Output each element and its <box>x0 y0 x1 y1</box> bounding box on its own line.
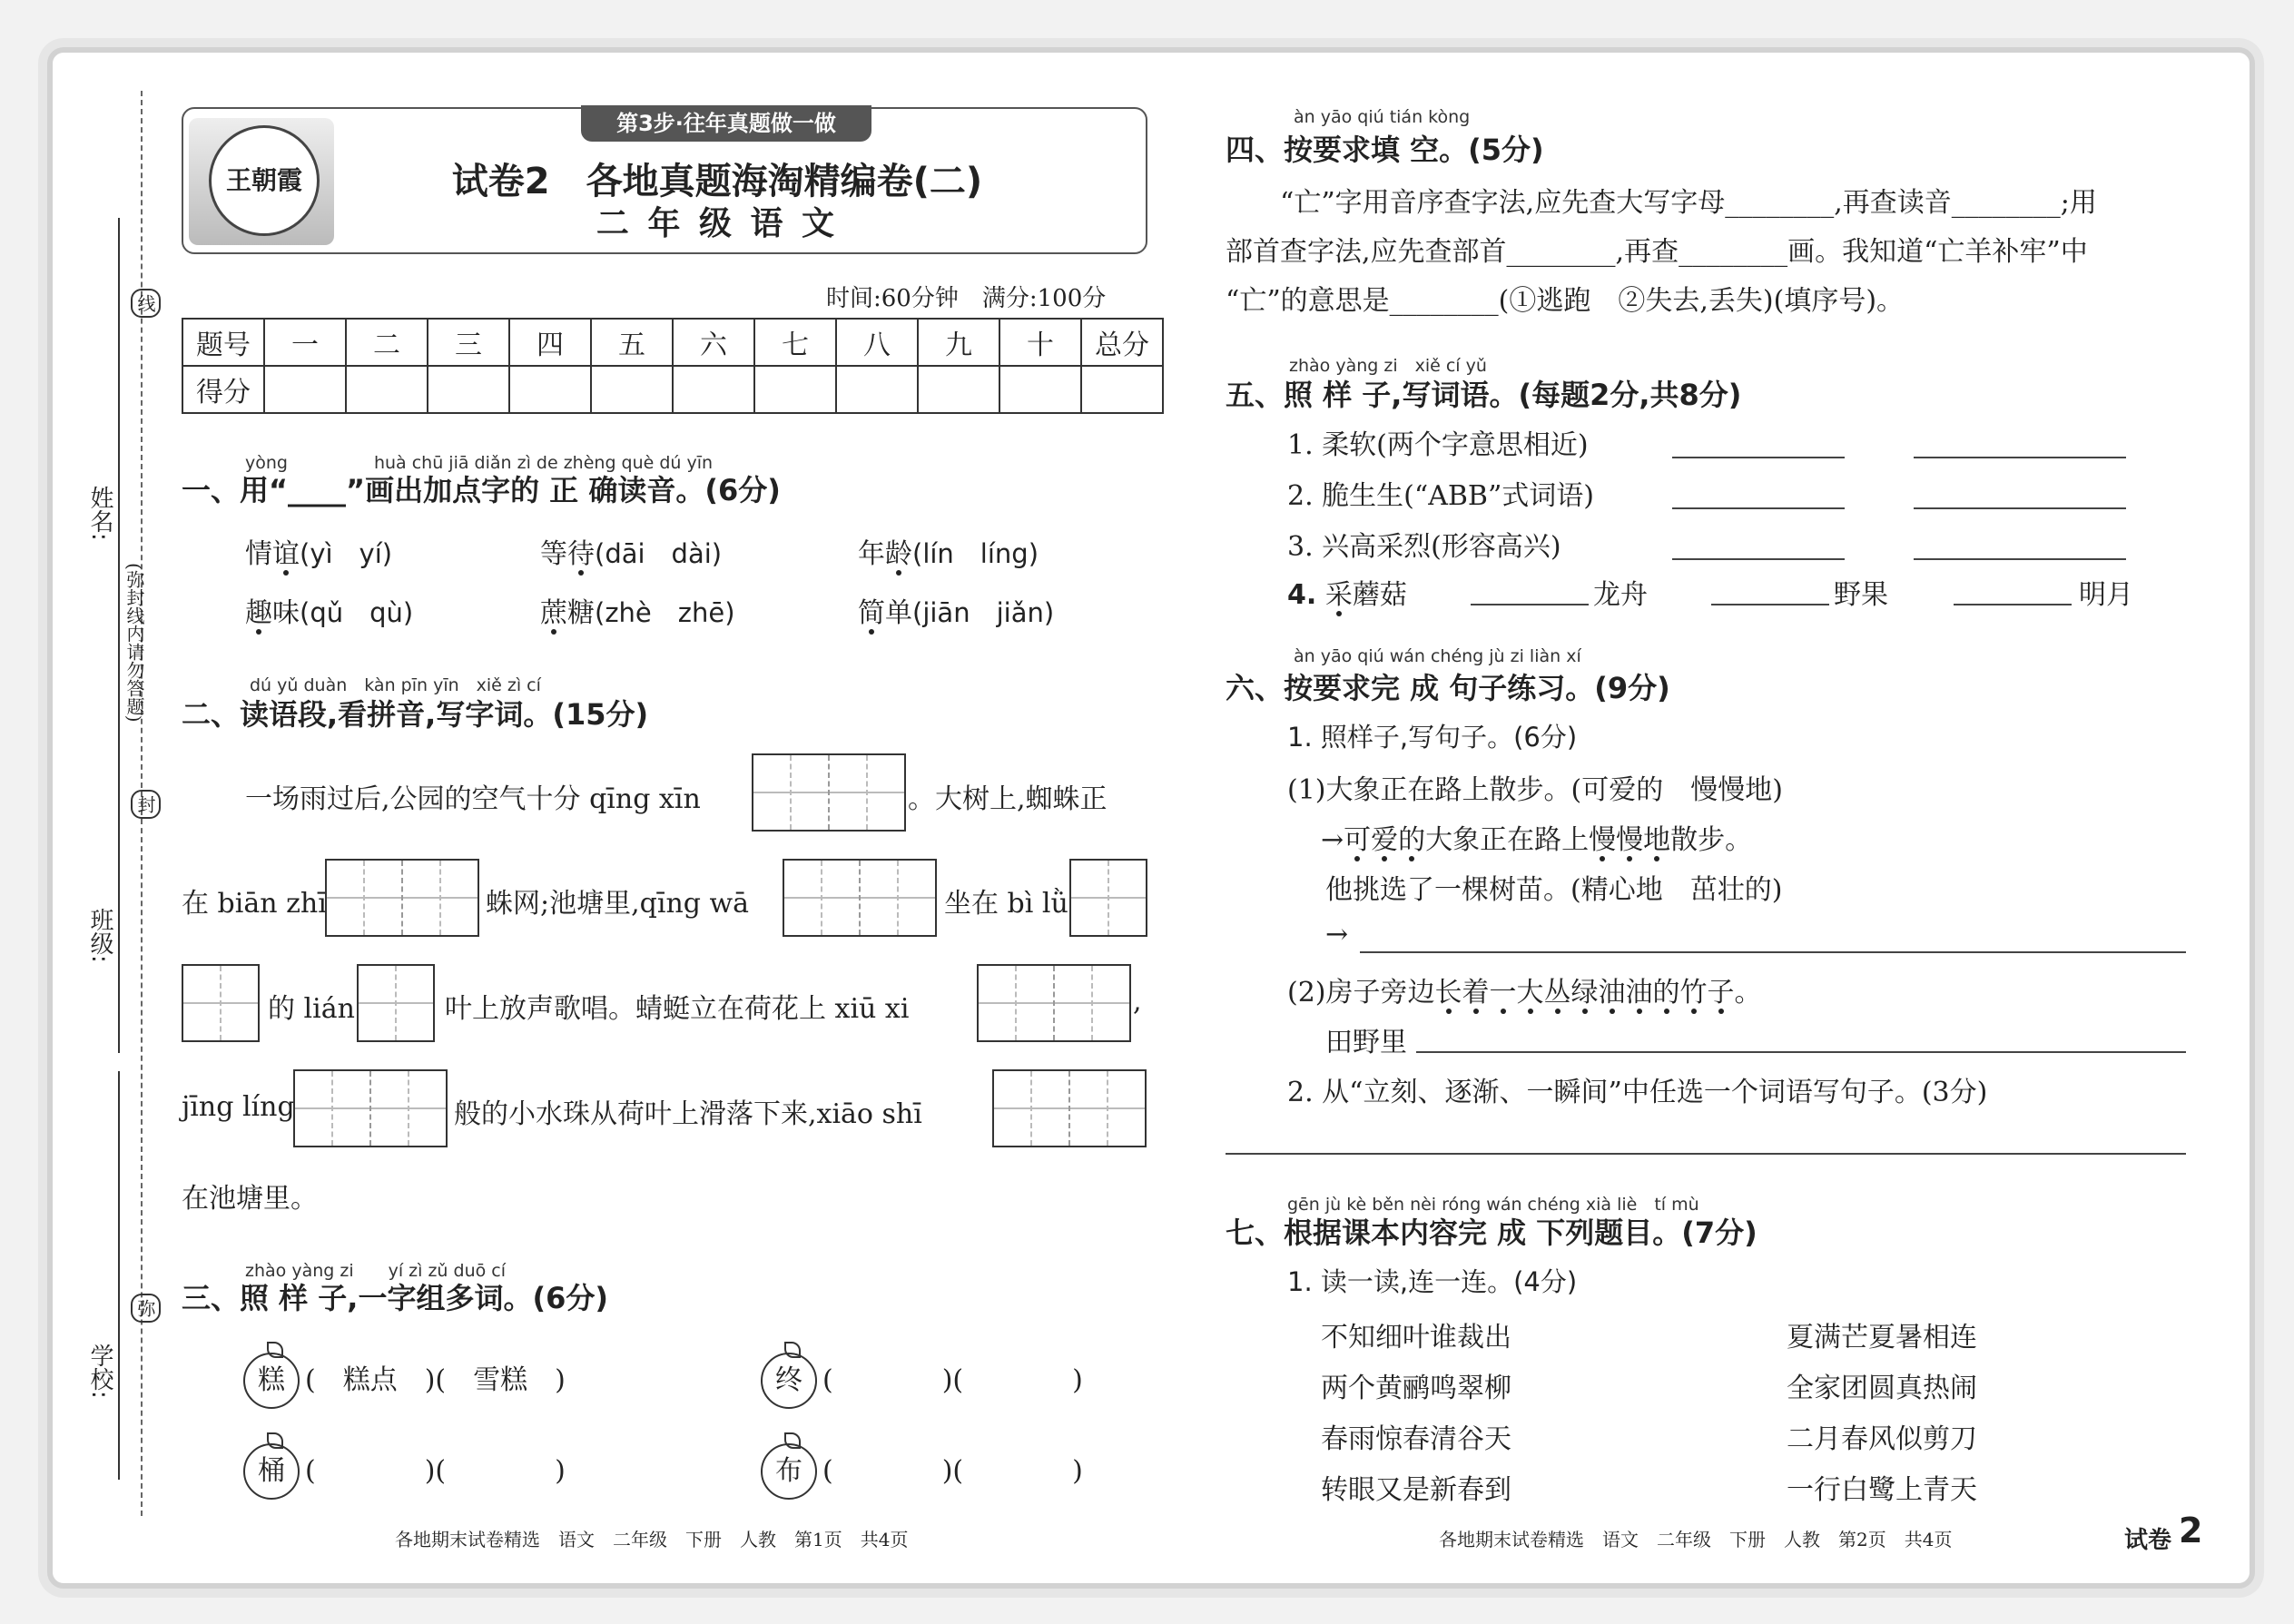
write-grid[interactable] <box>182 964 260 1042</box>
score-header-cell: 八 <box>836 319 918 366</box>
q2-l4b: 般的小水珠从荷叶上滑落下来,xiāo shī <box>454 1098 922 1130</box>
q1-char: 谊 <box>272 538 300 570</box>
q1-options: (dāi dài) <box>595 538 723 569</box>
q5-i4c: 明月 <box>2079 579 2133 611</box>
q1-options: (lín líng) <box>912 538 1039 569</box>
q2-l3a: 的 lián <box>268 993 355 1025</box>
score-cell[interactable] <box>1081 366 1163 413</box>
q4-title: 四、按要求填 空。(5分) <box>1226 133 1544 167</box>
write-grid[interactable] <box>1069 859 1147 937</box>
q3-answer: ( )( ) <box>305 1455 566 1487</box>
score-cell[interactable] <box>673 366 754 413</box>
score-cell[interactable] <box>346 366 428 413</box>
write-grid[interactable] <box>783 859 937 937</box>
q5-item: 3. 兴高采烈(形容高兴) <box>1287 531 1561 563</box>
poem-line-left[interactable]: 春雨惊春清谷天 <box>1321 1423 1511 1455</box>
score-header-cell: 题号 <box>182 319 264 366</box>
q6-p2: (2)房子旁边长着一大丛绿油油的竹子。 <box>1287 977 1762 1009</box>
poem-line-right[interactable]: 全家团圆真热闹 <box>1787 1373 1977 1404</box>
poem-line-left[interactable]: 转眼又是新春到 <box>1321 1474 1511 1506</box>
q1-item <box>858 590 1054 630</box>
q2-l3b: 叶上放声歌唱。蜻蜓立在荷花上 xiū xi <box>445 993 910 1025</box>
score-cell[interactable] <box>754 366 836 413</box>
answer-blank[interactable] <box>1672 507 1845 509</box>
q3-answer: ( 糕点 )( 雪糕 ) <box>305 1364 566 1396</box>
score-header-cell: 七 <box>754 319 836 366</box>
q6-p1: (1)大象正在路上散步。(可爱的 慢慢地) <box>1287 774 1783 806</box>
q2-l2a: 在 biān zhī <box>182 888 327 920</box>
footer-left: 各地期末试卷精选 语文 二年级 下册 人教 第1页 共4页 <box>395 1529 909 1550</box>
score-label: 得分 <box>182 366 264 413</box>
write-grid[interactable] <box>992 1069 1147 1147</box>
q1-char: 蔗 <box>540 597 567 629</box>
q5-i4: 4. 采蘑菇 <box>1287 579 1407 611</box>
q1-item <box>858 531 1039 571</box>
q2-l4a: jīng líng <box>182 1091 295 1123</box>
apple-icon: 桶 <box>243 1443 300 1500</box>
q3-item <box>761 1353 1083 1409</box>
school-label: 学校: <box>86 1343 113 1399</box>
side-line-2 <box>118 1071 120 1480</box>
poem-line-right[interactable]: 夏满芒夏暑相连 <box>1787 1322 1977 1353</box>
answer-blank[interactable] <box>1914 558 2126 560</box>
score-header-cell: 总分 <box>1081 319 1163 366</box>
name-label: 姓名: <box>86 486 113 541</box>
answer-line[interactable] <box>1416 1051 2186 1053</box>
q4-l1: “亡”字用音序查字法,应先查大写字母________,再查读音________;用 <box>1280 187 2097 219</box>
score-cell[interactable] <box>264 366 346 413</box>
q3-item <box>761 1443 1083 1500</box>
q5-item: 2. 脆生生(“ABB”式词语) <box>1287 480 1594 512</box>
q1-char: 年 <box>858 538 885 570</box>
answer-line[interactable] <box>1360 951 2186 953</box>
poem-line-right[interactable]: 二月春风似剪刀 <box>1787 1423 1977 1455</box>
write-grid[interactable] <box>357 964 435 1042</box>
q3-pinyin: zhào yàng zi yí zì zǔ duō cí <box>245 1261 507 1281</box>
q1-item <box>540 590 735 630</box>
q3-answer: ( )( ) <box>822 1364 1083 1396</box>
score-header-cell: 六 <box>673 319 754 366</box>
q7-title: 七、根据课本内容完 成 下列题目。(7分) <box>1226 1216 1757 1250</box>
score-cell[interactable] <box>999 366 1081 413</box>
q2-l2b: 蛛网;池塘里,qīng wā <box>486 888 750 920</box>
q1-pinyin: yòng huà chū jiā diǎn zì de zhèng què dú yīn <box>245 453 714 473</box>
q7-pinyin: gēn jù kè běn nèi róng wán chéng xià liè tí mù <box>1287 1195 1699 1215</box>
answer-blank[interactable] <box>1672 558 1845 560</box>
footer-num: 2 <box>2179 1511 2203 1550</box>
q1-options: (qǔ qù) <box>300 597 414 628</box>
score-table <box>182 318 1164 414</box>
apple-icon: 布 <box>761 1443 817 1500</box>
q1-item <box>245 531 392 571</box>
class-label: 班级: <box>86 908 113 963</box>
footer-right: 各地期末试卷精选 语文 二年级 下册 人教 第2页 共4页 <box>1439 1529 1953 1550</box>
poem-line-left[interactable]: 不知细叶谁裁出 <box>1321 1322 1511 1353</box>
q3-item <box>243 1443 566 1500</box>
q1-options: (yì yí) <box>300 538 393 569</box>
q2-l3c: , <box>1133 986 1142 1018</box>
score-cell[interactable] <box>428 366 509 413</box>
q1-char: 等 <box>540 538 567 570</box>
mark-mi: 弥 <box>131 1294 161 1323</box>
write-grid[interactable] <box>752 753 906 832</box>
score-header-cell: 九 <box>918 319 999 366</box>
q2-l2c: 坐在 bì lǜ <box>944 888 1068 920</box>
q6-pinyin: àn yāo qiú wán chéng jù zi liàn xí <box>1294 646 1581 666</box>
q1-item <box>245 590 413 630</box>
score-cell[interactable] <box>591 366 673 413</box>
poem-line-right[interactable]: 一行白鹭上青天 <box>1787 1474 1977 1506</box>
score-cell[interactable] <box>509 366 591 413</box>
q1-char: 糖 <box>567 597 595 629</box>
q1-char: 情 <box>245 538 272 570</box>
poem-line-left[interactable]: 两个黄鹂鸣翠柳 <box>1321 1373 1511 1404</box>
q1-item <box>540 531 722 571</box>
q6-p1b: 他挑选了一棵树苗。(精心地 茁壮的) <box>1325 874 1783 906</box>
write-grid[interactable] <box>325 859 479 937</box>
q2-pinyin: dú yǔ duàn kàn pīn yīn xiě zì cí <box>250 675 541 695</box>
q6-p1a: →可爱的大象正在路上慢慢地散步。 <box>1321 824 1753 856</box>
q2-title: 二、读语段,看拼音,写字词。(15分) <box>182 697 649 732</box>
score-header-cell: 十 <box>999 319 1081 366</box>
page-title: 试卷2 各地真题海淘精编卷(二) <box>451 161 983 202</box>
brand-logo <box>189 118 334 245</box>
apple-icon: 糕 <box>243 1353 300 1409</box>
write-grid[interactable] <box>977 964 1131 1042</box>
q3-item <box>243 1353 566 1409</box>
q3-answer: ( )( ) <box>822 1455 1083 1487</box>
time-info: 时间:60分钟 满分:100分 <box>826 285 1107 312</box>
score-header-cell: 一 <box>264 319 346 366</box>
footer-tag: 试卷 <box>2124 1527 2172 1554</box>
subtitle: 二 年 级 语 文 <box>596 204 839 242</box>
q6-arrow: → <box>1325 919 1349 950</box>
q5-i4a: 龙舟 <box>1593 579 1648 611</box>
q6-s1: 1. 照样子,写句子。(6分) <box>1287 722 1578 753</box>
q2-l1a: 一场雨过后,公园的空气十分 qīng xīn <box>245 783 701 815</box>
answer-blank[interactable] <box>1672 457 1845 458</box>
q4-l2: 部首查字法,应先查部首________,再查________画。我知道“亡羊补牢”中 <box>1226 236 2088 268</box>
apple-icon: 终 <box>761 1353 817 1409</box>
write-grid[interactable] <box>293 1069 448 1147</box>
score-header-cell: 四 <box>509 319 591 366</box>
q1-char: 味 <box>272 597 300 629</box>
q1-char: 单 <box>885 597 912 629</box>
q2-l1b: 。大树上,蜘蛛正 <box>908 783 1108 815</box>
mark-line: 线 <box>131 289 161 318</box>
answer-blank[interactable] <box>1711 604 1829 605</box>
q1-char: 待 <box>567 538 595 570</box>
q5-pinyin: zhào yàng zi xiě cí yǔ <box>1289 356 1487 376</box>
answer-blank[interactable] <box>1954 604 2072 605</box>
mark-seal: 封 <box>131 790 161 819</box>
score-header-cell: 二 <box>346 319 428 366</box>
q1-options: (jiān jiǎn) <box>912 597 1055 628</box>
q5-item: 1. 柔软(两个字意思相近) <box>1287 429 1589 461</box>
q6-title: 六、按要求完 成 句子练习。(9分) <box>1226 671 1670 705</box>
q1-options: (zhè zhē) <box>595 597 735 628</box>
answer-blank[interactable] <box>1914 457 2126 458</box>
score-cell[interactable] <box>836 366 918 413</box>
score-header-cell: 五 <box>591 319 673 366</box>
q6-s2: 2. 从“立刻、逐渐、一瞬间”中任选一个词语写句子。(3分) <box>1287 1077 1988 1108</box>
step-label: 第3步·往年真题做一做 <box>581 105 871 142</box>
side-line <box>118 218 120 1053</box>
q1-char: 龄 <box>885 538 912 570</box>
q7-s1: 1. 读一读,连一连。(4分) <box>1287 1266 1578 1297</box>
q6-p2a: 田野里 <box>1325 1027 1407 1058</box>
q3-title: 三、照 样 子,一字组多词。(6分) <box>182 1281 608 1315</box>
q5-i4b: 野果 <box>1834 579 1888 611</box>
q4-pinyin: àn yāo qiú tián kòng <box>1294 107 1471 127</box>
q5-title: 五、照 样 子,写词语。(每题2分,共8分) <box>1226 378 1742 412</box>
answer-blank[interactable] <box>1914 507 2126 509</box>
q4-l3: “亡”的意思是________(①逃跑 ②失去,丢失)(填序号)。 <box>1226 285 1905 317</box>
q1-char: 趣 <box>245 597 272 629</box>
q1-title: 一、用“____”画出加点字的 正 确读音。(6分) <box>182 473 781 507</box>
seal-note: (弥封线内请勿答题) <box>123 563 145 723</box>
q1-char: 简 <box>858 597 885 629</box>
q2-l5: 在池塘里。 <box>182 1183 318 1215</box>
score-header-cell: 三 <box>428 319 509 366</box>
badge: 王朝霞 <box>209 125 320 236</box>
answer-blank[interactable] <box>1471 604 1589 605</box>
answer-line[interactable] <box>1226 1153 2186 1155</box>
score-cell[interactable] <box>918 366 999 413</box>
